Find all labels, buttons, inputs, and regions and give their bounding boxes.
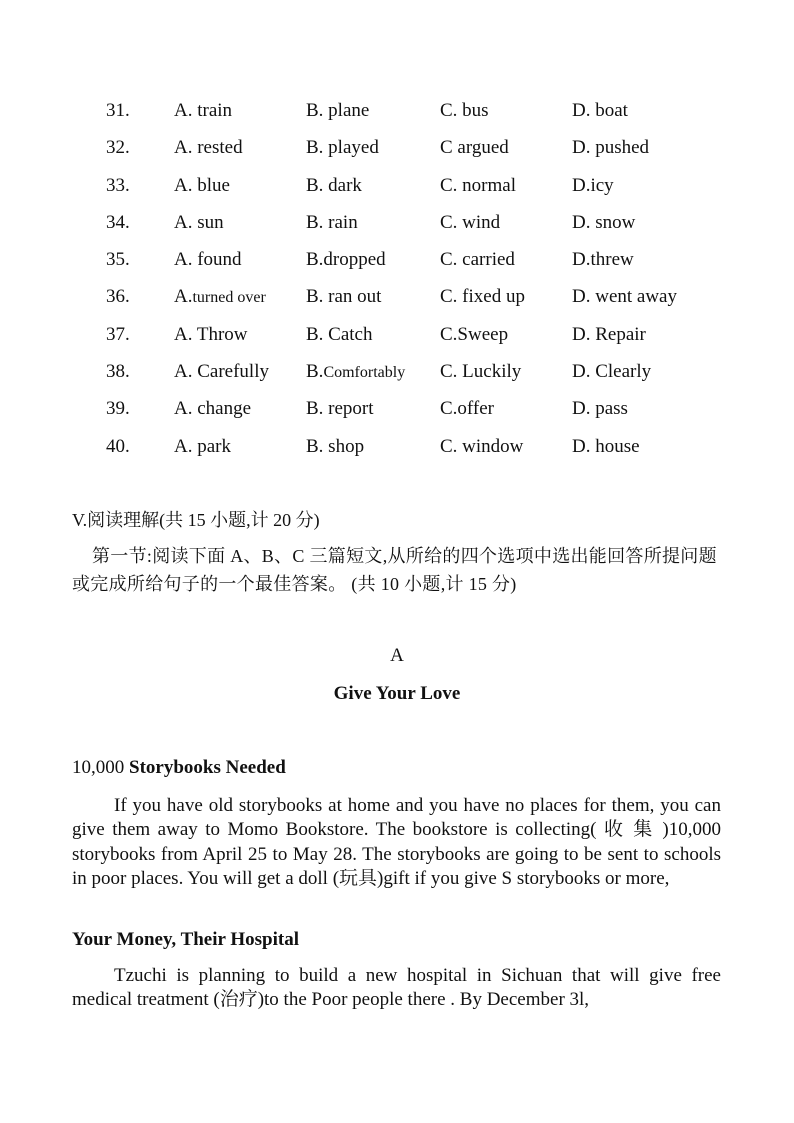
question-number: 40. bbox=[106, 435, 130, 457]
section-instructions: 第一节:阅读下面 A、B、C 三篇短文,从所给的四个选项中选出能回答所提问题或完成所给句子的一个最佳答案。 (共 10 小题,计 15 分) bbox=[72, 546, 717, 594]
paragraph-storybooks: If you have old storybooks at home and you have no places for them, you can give them away to Momo Bookstore. The bookstore is collecting( 收 集 )10,000 storybooks from April 25 to May 28. The storybooks are going to be sent to schools in poor places. You will get a doll (玩具)gift if you give S storybooks or more, bbox=[72, 795, 721, 889]
option-b: B. rain bbox=[306, 211, 358, 233]
option-d: D. Clearly bbox=[572, 361, 652, 383]
option-b: B. report bbox=[306, 398, 374, 420]
option-row-37 bbox=[0, 316, 794, 353]
option-b-prefix: B. bbox=[306, 361, 324, 383]
option-c: C. Luckily bbox=[440, 361, 522, 383]
section-heading: V.阅读理解(共 15 小题,计 20 分) bbox=[72, 510, 320, 530]
question-number: 32. bbox=[106, 137, 130, 159]
subheading-hospital: Your Money, Their Hospital bbox=[72, 929, 299, 950]
option-c: C. fixed up bbox=[440, 286, 525, 308]
option-d: D. snow bbox=[572, 211, 636, 233]
option-a: A. Carefully bbox=[174, 361, 269, 383]
option-a: A. train bbox=[174, 100, 233, 121]
option-a: A. sun bbox=[174, 211, 224, 233]
question-number: 38. bbox=[106, 361, 130, 383]
option-a-prefix: A. bbox=[174, 286, 193, 308]
option-row-31 bbox=[0, 92, 794, 129]
option-b: B. shop bbox=[306, 435, 365, 457]
option-row-35 bbox=[0, 241, 794, 278]
option-d: D. boat bbox=[572, 100, 628, 121]
question-number: 33. bbox=[106, 174, 130, 196]
subheading-text: Storybooks Needed bbox=[129, 757, 286, 778]
option-c: C.offer bbox=[440, 398, 494, 420]
option-row-39 bbox=[0, 390, 794, 427]
option-row-32 bbox=[0, 129, 794, 166]
option-a: A. park bbox=[174, 435, 231, 457]
option-b-text: Comfortably bbox=[323, 364, 406, 382]
option-row-38 bbox=[0, 353, 794, 390]
option-b bbox=[306, 353, 405, 391]
question-number: 34. bbox=[106, 211, 130, 233]
option-c: C. wind bbox=[440, 211, 501, 233]
option-b: B. played bbox=[306, 137, 379, 159]
option-d: D.icy bbox=[572, 174, 614, 196]
option-row-33 bbox=[0, 167, 794, 204]
option-a: A. Throw bbox=[174, 323, 248, 345]
options-table bbox=[0, 92, 794, 465]
option-a: A. found bbox=[174, 249, 242, 271]
option-b: B. Catch bbox=[306, 323, 373, 345]
question-number: 36. bbox=[106, 286, 130, 308]
option-d: D. house bbox=[572, 435, 640, 457]
option-c: C. window bbox=[440, 435, 524, 457]
option-a-text: turned over bbox=[192, 289, 266, 307]
option-b: B. ran out bbox=[306, 286, 382, 308]
option-row-40 bbox=[0, 428, 794, 465]
option-d: D. Repair bbox=[572, 323, 646, 345]
subheading-storybooks bbox=[72, 755, 286, 781]
passage-letter: A bbox=[390, 645, 404, 666]
option-d: D. pushed bbox=[572, 137, 650, 159]
question-number: 39. bbox=[106, 398, 130, 420]
passage-title: Give Your Love bbox=[333, 683, 461, 704]
option-c: C. normal bbox=[440, 174, 516, 196]
option-d: D. went away bbox=[572, 286, 677, 308]
option-b: B.dropped bbox=[306, 249, 386, 271]
subheading-number: 10,000 bbox=[72, 757, 125, 778]
paragraph-hospital: Tzuchi is planning to build a new hospital in Sichuan that will give free medical treatment (治疗)to the Poor people there . By December 3l, bbox=[72, 965, 721, 1011]
question-number: 37. bbox=[106, 323, 130, 345]
option-a bbox=[174, 278, 266, 316]
option-a: A. blue bbox=[174, 174, 230, 196]
option-a: A. change bbox=[174, 398, 252, 420]
option-row-36 bbox=[0, 278, 794, 315]
option-b: B. dark bbox=[306, 174, 362, 196]
option-c: C. carried bbox=[440, 249, 515, 271]
option-a: A. rested bbox=[174, 137, 243, 159]
option-c: C argued bbox=[440, 137, 509, 159]
option-c: C. bus bbox=[440, 100, 489, 121]
question-number: 35. bbox=[106, 249, 130, 271]
option-d: D. pass bbox=[572, 398, 628, 420]
option-c: C.Sweep bbox=[440, 323, 509, 345]
option-d: D.threw bbox=[572, 249, 634, 271]
question-number: 31. bbox=[106, 100, 130, 121]
option-b: B. plane bbox=[306, 100, 370, 121]
option-row-34 bbox=[0, 204, 794, 241]
